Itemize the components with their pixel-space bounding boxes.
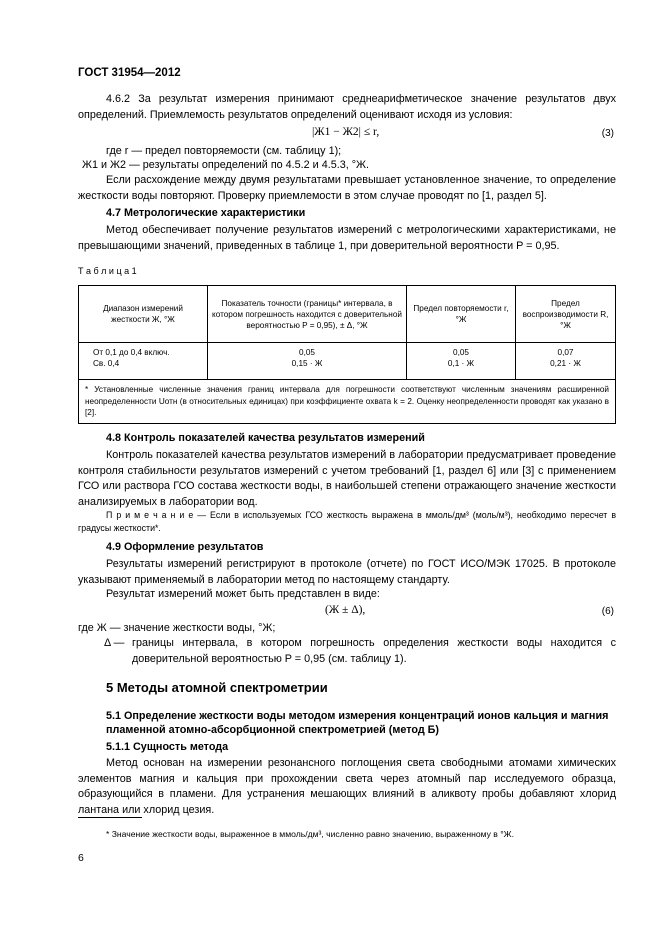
where-r: где r — предел повторяемости (см. таблицу 1); xyxy=(106,145,342,157)
table-cell-repeatability: 0,05 0,1 · Ж xyxy=(407,343,516,380)
page-number: 6 xyxy=(78,852,84,864)
footnote-rule xyxy=(78,817,142,818)
footnote: * Значение жесткости воды, выраженное в ммоль/дм³, численно равно значению, выраженному в °Ж. xyxy=(106,829,515,839)
formula-6: (Ж ± Δ), xyxy=(325,604,366,616)
heading-4-8: 4.8 Контроль показателей качества результатов измерений xyxy=(106,432,425,444)
heading-4-7: 4.7 Метрологические характеристики xyxy=(106,207,306,219)
paragraph-metrology: Метод обеспечивает получение результатов измерений с метрологическими характеристиками, не превышающими значений, приведенных в таблице 1, при доверительной вероятности P = 0,95. xyxy=(78,224,616,252)
paragraph-repeat: Если расхождение между двумя результатами превышает установленное значение, то определение жесткости воды повторяют. Проверку приемлемости в этом случае проводят по [1, раздел 5]. xyxy=(78,174,616,202)
paragraph-results: Результаты измерений регистрируют в протоколе (отчете) по ГОСТ ИСО/МЭК 17025. В протоколе указывают применяемый в лаборатории метод по настоящему стандарту. xyxy=(78,558,616,586)
where-zh: Ж1 и Ж2 — результаты определений по 4.5.2 и 4.5.3, °Ж. xyxy=(82,159,370,171)
paragraph-method-essence: Метод основан на измерении резонансного поглощения света свободными атомами химических элементов магния и кальция при прохождении света через атомный пар исследуемого образца, образующийся в пламени. Для устранения мешающих влияний в аликвоту пробы добавляют хлорид лантана или хлорид цезия. xyxy=(78,757,616,816)
heading-5-1-1: 5.1.1 Сущность метода xyxy=(106,741,229,753)
note: П р и м е ч а н и е — Если в используемых ГСО жесткость выражена в ммоль/дм³ (моль/м³), необходимо пересчет в градусы жесткости*. xyxy=(78,510,616,533)
section-5-title: 5 Методы атомной спектрометрии xyxy=(106,680,328,695)
table-cell-accuracy: 0,05 0,15 · Ж xyxy=(208,343,407,380)
formula-3: |Ж1 − Ж2| ≤ r, xyxy=(312,126,380,138)
metrology-table xyxy=(78,285,616,424)
where-delta: границы интервала, в котором погрешность определения жесткости воды находится с доверительной вероятностью P = 0,95 (см. таблицу 1). xyxy=(132,637,616,665)
equation-number-3: (3) xyxy=(601,128,614,139)
table-footnote: * Установленные численные значения границ интервала для погрешности соответствуют численным значениям расширенной неопределенности Uотн (в относительных единицах) при коэффициенте охвата k = 2. Оценку неопределенности проводят как указано в [2]. xyxy=(79,380,616,424)
table-cell-range: От 0,1 до 0,4 включ. Св. 0,4 xyxy=(79,343,208,380)
paragraph-result-form: Результат измерений может быть представлен в виде: xyxy=(106,588,380,600)
where-delta-symbol: Δ — xyxy=(104,637,125,649)
doc-header: ГОСТ 31954—2012 xyxy=(78,67,181,79)
table-caption: Т а б л и ц а 1 xyxy=(78,266,137,276)
table-header-repeatability: Предел повторяемости r, °Ж xyxy=(407,286,516,343)
table-header-accuracy: Показатель точности (границы* интервала, в котором погрешность находится с доверительной вероятностью P = 0,95), ± Δ, °Ж xyxy=(208,286,407,343)
paragraph-quality-control: Контроль показателей качества результатов измерений в лаборатории предусматривает проведение контроля стабильности результатов измерений с учетом требований [1, раздел 6] или [3] с применением ГСО или раствора ГСО состава жесткости воды, в наибольшей степени отражающего значение жесткости анализируемых в лаборатории вод. xyxy=(78,449,616,508)
table-cell-reproducibility: 0,07 0,21 · Ж xyxy=(516,343,616,380)
paragraph-4-6-2: 4.6.2 За результат измерения принимают среднеарифметическое значение результатов двух определений. Приемлемость результатов определений оценивают исходя из условия: xyxy=(78,93,616,121)
where-zh-value: где Ж — значение жесткости воды, °Ж; xyxy=(78,622,276,634)
table-header-reproducibility: Предел воспроизводимости R, °Ж xyxy=(516,286,616,343)
table-header-range: Диапазон измерений жесткости Ж, °Ж xyxy=(79,286,208,343)
heading-5-1: 5.1 Определение жесткости воды методом измерения концентраций ионов кальция и магния пламенной атомно-абсорбционной спектрометрией (метод Б) xyxy=(106,710,609,736)
equation-number-6: (6) xyxy=(601,606,614,617)
heading-4-9: 4.9 Оформление результатов xyxy=(106,541,264,553)
